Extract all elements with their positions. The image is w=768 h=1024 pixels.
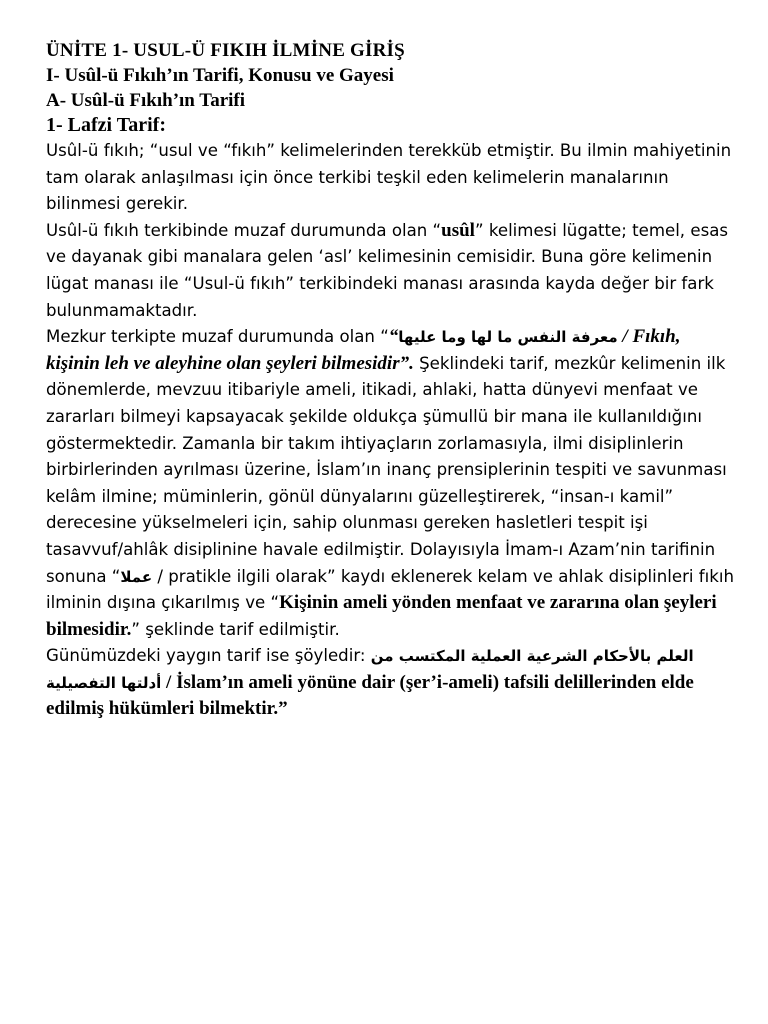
text-run: Günümüzdeki yaygın tarif ise şöyledir: — [46, 646, 371, 666]
unit-heading: ÜNİTE 1- USUL-Ü FIKIH İLMİNE GİRİŞ — [46, 40, 405, 61]
italic-translation: / Fıkıh, kişinin leh ve aleyhine olan şeyleri bilmesidir”. — [46, 326, 681, 374]
section-heading: I- Usûl-ü Fıkıh’ın Tarifi, Konusu ve Gayesi — [46, 65, 394, 86]
arabic-definition: معرفة النفس ما لها وما عليها — [398, 328, 618, 347]
quote-mark: “ — [388, 326, 399, 348]
lafzi-tarif-heading: 1- Lafzi Tarif: — [46, 114, 166, 136]
slash-separator: / — [161, 671, 177, 693]
arabic-amelen: عملا — [120, 567, 153, 586]
subsection-heading: A- Usûl-ü Fıkıh’ın Tarifi — [46, 90, 246, 111]
paragraph-intro: Usûl-ü fıkıh; “usul ve “fıkıh” kelimelerinden terekküb etmiştir. Bu ilmin mahiyetinin tam olarak anlaşılması için önce terkibi teşkil eden kelimelerin manalarının bilinmesi gerekir. — [46, 141, 732, 214]
paragraph-usul — [46, 218, 736, 324]
text-run: Şeklindeki tarif, mezkûr kelimenin ilk dönemlerde, mevzuu itibariyle ameli, itikadi, ahlaki, hatta dünyevi menfaat ve zararları bilmeyi kapsayacak şekilde oldukça şümullü bir mana ile kullanıldığını göstermektedir. Zamanla bir takım ihtiyaçların zorlamasıyla, ilmi disiplinlerin birbirlerinden ayrılması üzerine, İslam’ın inanç prensiplerinin tespiti ve savunması kelâm ilmine; müminlerin, gönül dünyalarını güzelleştirerek, “insan-ı kamil” derecesine yükselmeleri için, sahip olunması gereken hasletleri tespit işi tasavvuf/ahlâk disiplinine havale edilmiştir. Dolayısıyla İmam-ı Azam’nin tarifinin sonuna “ — [46, 353, 727, 586]
bold-term-usul: usûl — [441, 219, 475, 241]
closing-quote: ” — [278, 698, 288, 720]
text-run: Mezkur terkipte muzaf durumunda olan “ — [46, 327, 389, 347]
text-run: ” kelimesi lügatte; temel, esas ve dayanak gibi manalara gelen ‘asl’ kelimesinin cemisidir. Buna göre kelimenin lügat manası ile “Usul-ü fıkıh” terkibindeki manası arasında kayda değer bir fark bulunmamaktadır. — [46, 220, 729, 320]
paragraph-modern-definition — [46, 643, 736, 723]
bold-definition: Kişinin ameli yönden menfaat ve zararına olan şeyleri bilmesidir. — [46, 592, 717, 640]
text-run: Usûl-ü fıkıh terkibinde muzaf durumunda olan “ — [46, 220, 442, 240]
paragraph-fikih — [46, 324, 736, 643]
text-run: / pratikle ilgili olarak” kaydı eklenerek kelam ve ahlak disiplinleri fıkıh ilminin dışına çıkarılmış ve “ — [46, 566, 734, 613]
document-page — [46, 38, 736, 723]
arabic-modern-definition: العلم بالأحكام الشرعية العملية المكتسب من أدلتها التفصيلية — [46, 647, 694, 692]
text-run: ” şeklinde tarif edilmiştir. — [131, 619, 340, 639]
bold-translation: İslam’ın ameli yönüne dair (şer’i-ameli) tafsili delillerinden elde edilmiş hükümleri bilmektir. — [46, 671, 694, 720]
